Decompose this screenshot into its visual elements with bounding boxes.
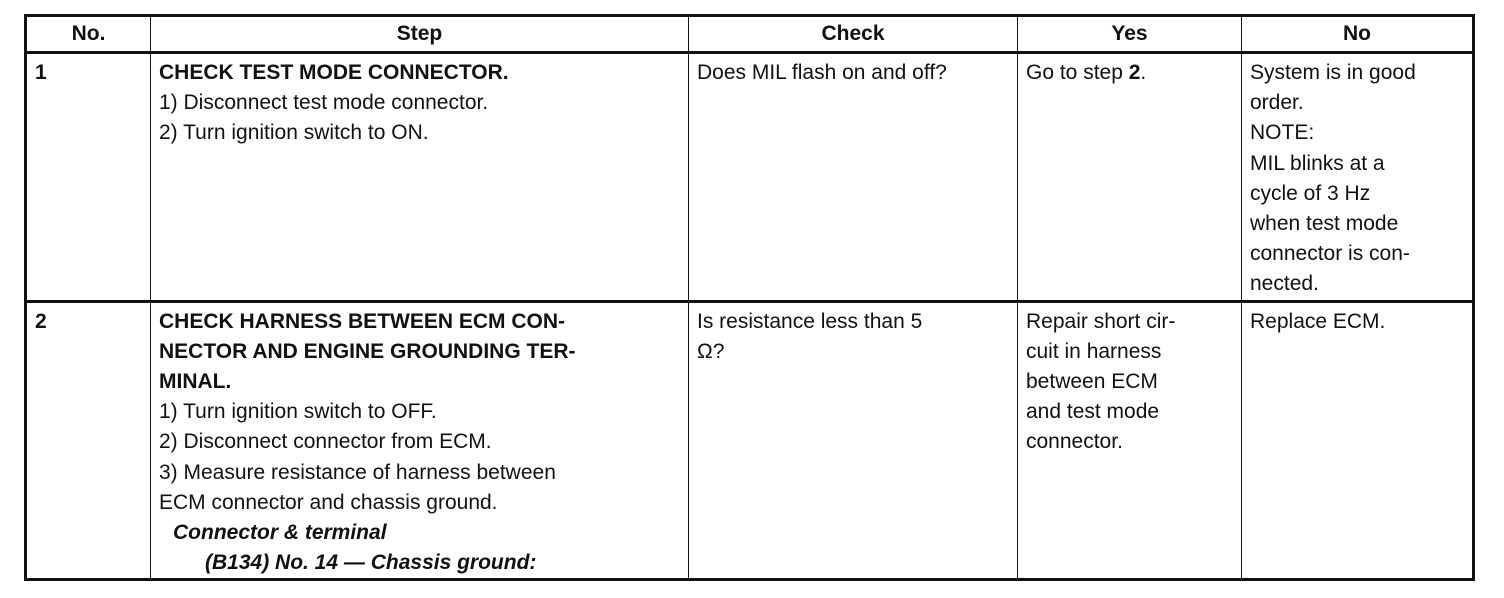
- step-title-line: CHECK HARNESS BETWEEN ECM CON-: [159, 309, 566, 333]
- check-cell: [689, 301, 1018, 580]
- header-check: Check: [689, 16, 1018, 53]
- no-text-line: NOTE:: [1250, 121, 1315, 145]
- check-question-line: Ω?: [697, 339, 725, 363]
- step-instruction: 3) Measure resistance of harness between: [159, 460, 556, 484]
- yes-text-suffix: .: [1140, 61, 1147, 84]
- no-text-line: order.: [1250, 91, 1304, 115]
- yes-text-line: cuit in harness: [1026, 339, 1162, 363]
- check-cell: [689, 53, 1018, 302]
- check-question: Does MIL flash on and off?: [697, 61, 947, 84]
- step-instruction: 2) Disconnect connector from ECM.: [159, 430, 492, 454]
- check-question-line: Is resistance less than 5: [697, 309, 923, 333]
- yes-text-line: and test mode: [1026, 400, 1160, 424]
- yes-text-line: between ECM: [1026, 370, 1158, 394]
- header-yes: Yes: [1018, 16, 1242, 53]
- step-cell: [151, 301, 689, 580]
- connector-terminal-spec: (B134) No. 14 — Chassis ground:: [205, 551, 537, 575]
- yes-text-line: connector.: [1026, 430, 1123, 454]
- no-cell: [1242, 301, 1474, 580]
- no-text-line: System is in good: [1250, 61, 1416, 84]
- step-title-line: NECTOR AND ENGINE GROUNDING TER-: [159, 339, 576, 363]
- table-row: [26, 53, 1474, 302]
- no-text: Replace ECM.: [1250, 309, 1386, 333]
- yes-cell: [1018, 53, 1242, 302]
- row-number: 2: [35, 309, 47, 333]
- no-text-line: when test mode: [1250, 212, 1399, 236]
- step-instruction: ECM connector and chassis ground.: [159, 490, 498, 514]
- header-step: Step: [151, 16, 689, 53]
- header-no: No.: [26, 16, 151, 53]
- step-cell: [151, 53, 689, 302]
- header-no-result: No: [1242, 16, 1474, 53]
- step-title: CHECK TEST MODE CONNECTOR.: [159, 61, 509, 84]
- no-text-line: cycle of 3 Hz: [1250, 181, 1371, 205]
- step-instruction: 1) Disconnect test mode connector.: [159, 91, 489, 115]
- yes-step-link: 2: [1128, 61, 1141, 84]
- table-row: [26, 301, 1474, 580]
- row-number-cell: [26, 301, 151, 580]
- table-header-row: [26, 16, 1474, 53]
- yes-cell: [1018, 301, 1242, 580]
- row-number-cell: [26, 53, 151, 302]
- connector-terminal-heading: Connector & terminal: [173, 521, 387, 545]
- diagnostic-table: [24, 14, 1475, 581]
- step-title-line: MINAL.: [159, 370, 232, 394]
- row-number: 1: [35, 61, 47, 84]
- no-text-line: connector is con-: [1250, 242, 1410, 266]
- no-text-line: MIL blinks at a: [1250, 151, 1385, 175]
- yes-text-line: Repair short cir-: [1026, 309, 1176, 333]
- no-cell: [1242, 53, 1474, 302]
- no-text-line: nected.: [1250, 272, 1319, 296]
- yes-text: Go to step: [1026, 61, 1129, 84]
- step-instruction: 1) Turn ignition switch to OFF.: [159, 400, 437, 424]
- step-instruction: 2) Turn ignition switch to ON.: [159, 121, 429, 145]
